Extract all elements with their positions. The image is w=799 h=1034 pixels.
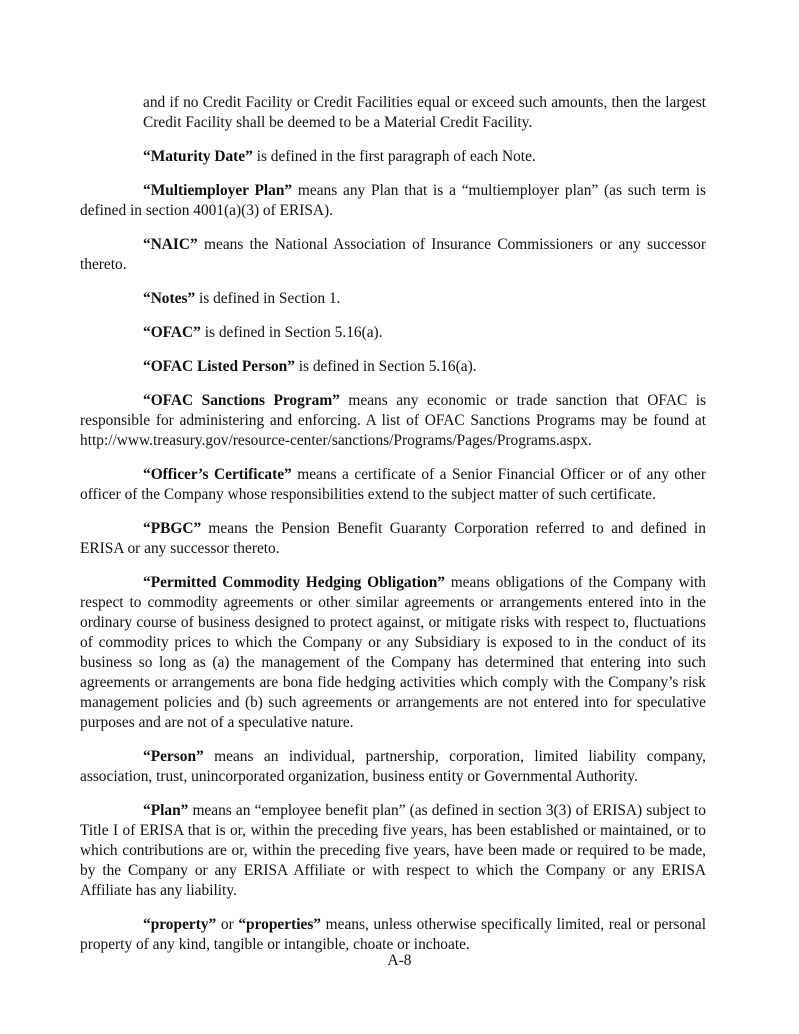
definition-text: means an “employee benefit plan” (as defined in section 3(3) of ERISA) subject to Title I of ERISA that is or, within the preceding five years, has been established or maintained, or to which contributions are or, within the preceding five years, have been made or required to be made, by the Company or any ERISA Affiliate or with respect to which the Company or any ERISA Affiliate has any liability. <box>80 802 706 899</box>
defined-term: “OFAC” <box>143 324 201 341</box>
definition-text: means, unless otherwise specifically limited, real or personal property of any kind, tangible or intangible, choate or inchoate. <box>80 916 706 953</box>
definition-paragraph <box>80 323 706 343</box>
defined-term: “Plan” <box>143 802 189 819</box>
definition-text: means the Pension Benefit Guaranty Corporation referred to and defined in ERISA or any successor thereto. <box>80 520 706 557</box>
definition-paragraph <box>80 181 706 221</box>
definition-paragraph <box>80 147 706 167</box>
defined-term: “property” <box>143 916 217 933</box>
continuation-paragraph: and if no Credit Facility or Credit Facilities equal or exceed such amounts, then the largest Credit Facility shall be deemed to be a Material Credit Facility. <box>143 94 706 131</box>
definition-text: means obligations of the Company with respect to commodity agreements or other similar agreements or arrangements entered into in the ordinary course of business designed to protect against, or mitigate risks with respect to, fluctuations of commodity prices to which the Company or any Subsidiary is exposed to in the conduct of its business so long as (a) the management of the Company has determined that entering into such agreements or arrangements are bona fide hedging activities which comply with the Company’s risk management policies and (b) such agreements or arrangements are not entered into for speculative purposes and are not of a speculative nature. <box>80 574 706 731</box>
defined-term: “PBGC” <box>143 520 202 537</box>
defined-term: “Person” <box>143 748 204 765</box>
definition-paragraph <box>80 357 706 377</box>
definition-paragraph <box>80 289 706 309</box>
document-body <box>80 93 706 969</box>
defined-term: “Maturity Date” <box>143 148 253 165</box>
definition-text: means a certificate of a Senior Financial Officer or of any other officer of the Company whose responsibilities extend to the subject matter of such certificate. <box>80 466 706 503</box>
definition-text: means the National Association of Insurance Commissioners or any successor thereto. <box>80 236 706 273</box>
definition-paragraph <box>80 801 706 901</box>
definition-paragraph <box>80 747 706 787</box>
defined-term: “properties” <box>238 916 322 933</box>
defined-term: “Officer’s Certificate” <box>143 466 292 483</box>
defined-term: “Multiemployer Plan” <box>143 182 293 199</box>
defined-term: “Permitted Commodity Hedging Obligation” <box>143 574 445 591</box>
defined-term: “OFAC Sanctions Program” <box>143 392 340 409</box>
defined-term: “NAIC” <box>143 236 198 253</box>
connector-text: or <box>216 916 239 933</box>
definition-paragraph <box>80 573 706 733</box>
definition-property <box>80 915 706 955</box>
definition-paragraph <box>80 465 706 505</box>
definition-text: means any economic or trade sanction that OFAC is responsible for administering and enforcing. A list of OFAC Sanctions Programs may be found at http://www.treasury.gov/resource-center/sanctions/Programs/Pages/Programs.aspx. <box>80 392 707 449</box>
definition-paragraph <box>80 235 706 275</box>
definition-text: is defined in Section 1. <box>195 290 341 307</box>
definition-paragraph <box>80 519 706 559</box>
definitions-list <box>80 147 706 901</box>
defined-term: “OFAC Listed Person” <box>143 358 295 375</box>
definition-paragraph <box>80 391 706 451</box>
defined-term: “Notes” <box>143 290 196 307</box>
definition-text: is defined in the first paragraph of each Note. <box>252 148 536 165</box>
definition-text: means an individual, partnership, corporation, limited liability company, association, trust, unincorporated organization, business entity or Governmental Authority. <box>80 748 706 785</box>
definition-text: means any Plan that is a “multiemployer plan” (as such term is defined in section 4001(a)(3) of ERISA). <box>80 182 706 219</box>
definition-text: is defined in Section 5.16(a). <box>200 324 383 341</box>
definition-text: is defined in Section 5.16(a). <box>294 358 477 375</box>
page-number: A-8 <box>387 952 412 969</box>
